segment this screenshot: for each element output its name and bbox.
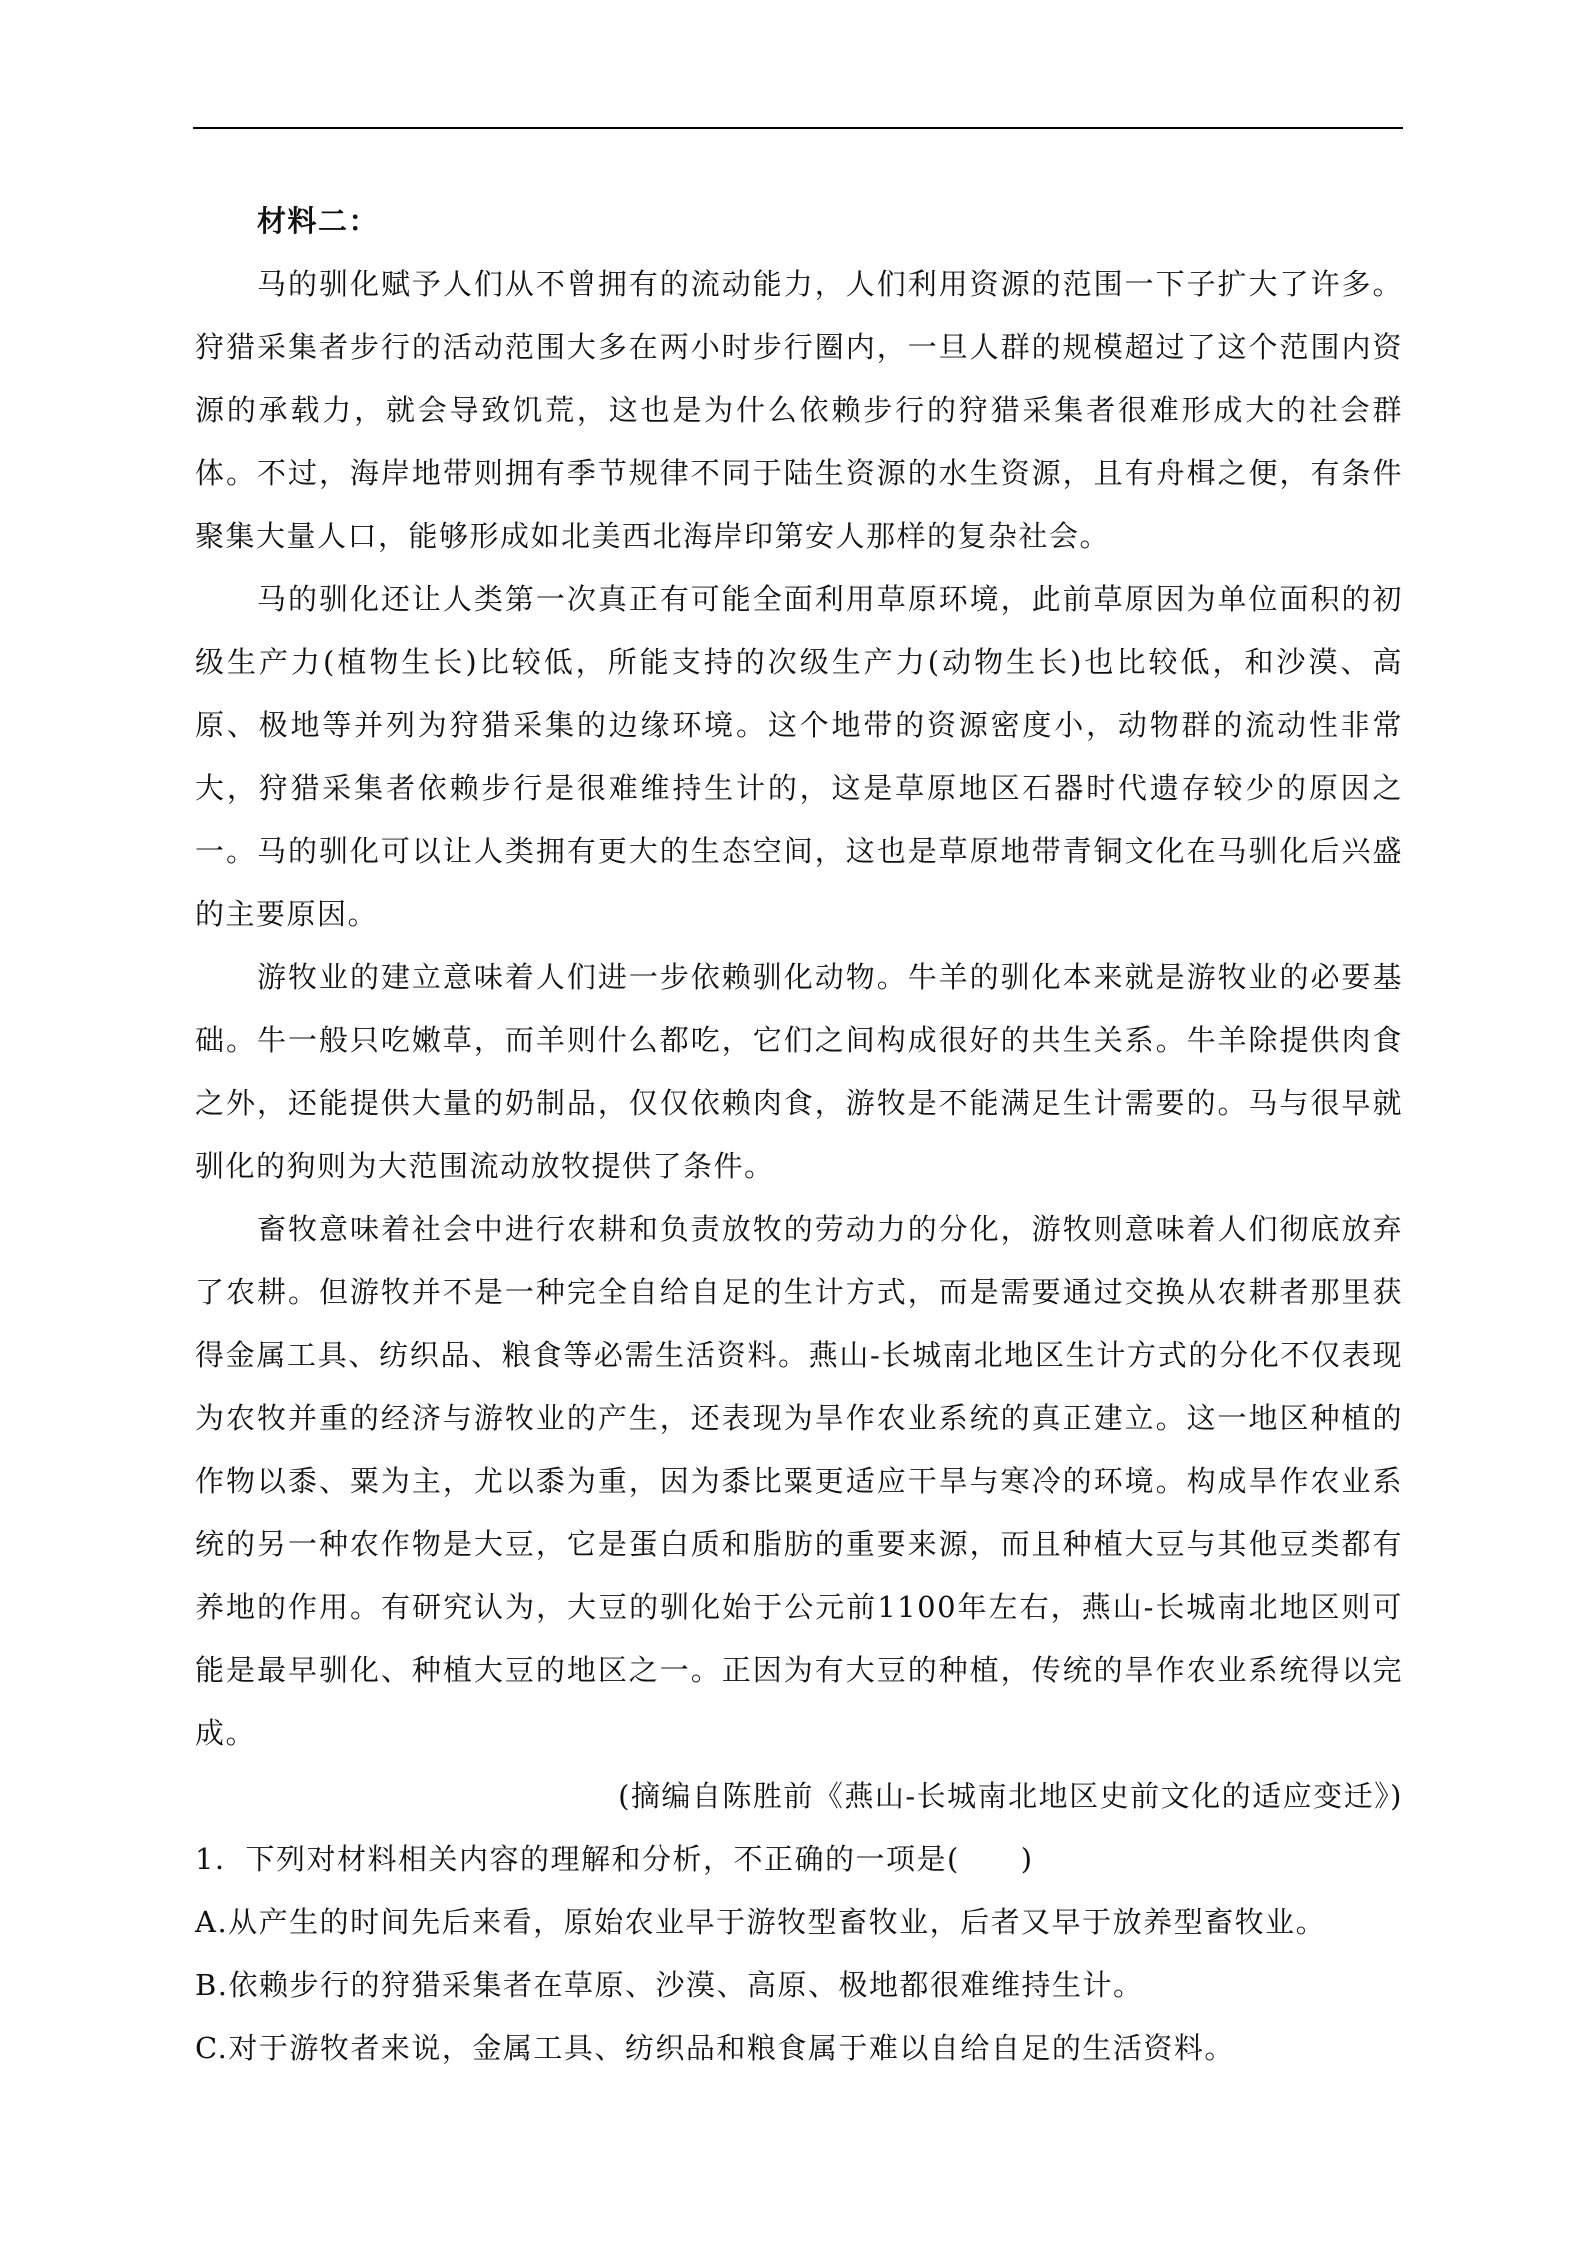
page-content: [195, 190, 1403, 2080]
question-option-c: C.对于游牧者来说，金属工具、纺织品和粮食属于难以自给自足的生活资料。: [195, 2031, 1235, 2065]
material-citation: (摘编自陈胜前《燕山-长城南北地区史前文化的适应变迁》): [618, 1779, 1403, 1813]
question-stem: 1．下列对材料相关内容的理解和分析，不正确的一项是( ): [195, 1842, 1034, 1876]
material-paragraph-1: 马的驯化赋予人们从不曾拥有的流动能力，人们利用资源的范围一下子扩大了许多。狩猎采集者步行的活动范围大多在两小时步行圈内，一旦人群的规模超过了这个范围内资源的承载力，就会导致饥荒，这也是为什么依赖步行的狩猎采集者很难形成大的社会群体。不过，海岸地带则拥有季节规律不同于陆生资源的水生资源，且有舟楫之便，有条件聚集大量人口，能够形成如北美西北海岸印第安人那样的复杂社会。: [195, 267, 1403, 553]
material-paragraph-2: 马的驯化还让人类第一次真正有可能全面利用草原环境，此前草原因为单位面积的初级生产力(植物生长)比较低，所能支持的次级生产力(动物生长)也比较低，和沙漠、高原、极地等并列为狩猎采集的边缘环境。这个地带的资源密度小，动物群的流动性非常大，狩猎采集者依赖步行是很难维持生计的，这是草原地区石器时代遗存较少的原因之一。马的驯化可以让人类拥有更大的生态空间，这也是草原地带青铜文化在马驯化后兴盛的主要原因。: [195, 582, 1403, 931]
material-paragraph-3: 游牧业的建立意味着人们进一步依赖驯化动物。牛羊的驯化本来就是游牧业的必要基础。牛一般只吃嫩草，而羊则什么都吃，它们之间构成很好的共生关系。牛羊除提供肉食之外，还能提供大量的奶制品，仅仅依赖肉食，游牧是不能满足生计需要的。马与很早就驯化的狗则为大范围流动放牧提供了条件。: [195, 960, 1403, 1183]
header-rule: [193, 127, 1403, 129]
question-option-a: A.从产生的时间先后来看，原始农业早于游牧型畜牧业，后者又早于放养型畜牧业。: [195, 1905, 1327, 1939]
question-option-b: B.依赖步行的狩猎采集者在草原、沙漠、高原、极地都很难维持生计。: [195, 1968, 1144, 2002]
material-paragraph-4: 畜牧意味着社会中进行农耕和负责放牧的劳动力的分化，游牧则意味着人们彻底放弃了农耕。但游牧并不是一种完全自给自足的生计方式，而是需要通过交换从农耕者那里获得金属工具、纺织品、粮食等必需生活资料。燕山-长城南北地区生计方式的分化不仅表现为农牧并重的经济与游牧业的产生，还表现为旱作农业系统的真正建立。这一地区种植的作物以黍、粟为主，尤以黍为重，因为黍比粟更适应干旱与寒冷的环境。构成旱作农业系统的另一种农作物是大豆，它是蛋白质和脂肪的重要来源，而且种植大豆与其他豆类都有养地的作用。有研究认为，大豆的驯化始于公元前1100年左右，燕山-长城南北地区则可能是最早驯化、种植大豆的地区之一。正因为有大豆的种植，传统的旱作农业系统得以完成。: [195, 1212, 1403, 1750]
material-heading: 材料二：: [257, 204, 380, 238]
